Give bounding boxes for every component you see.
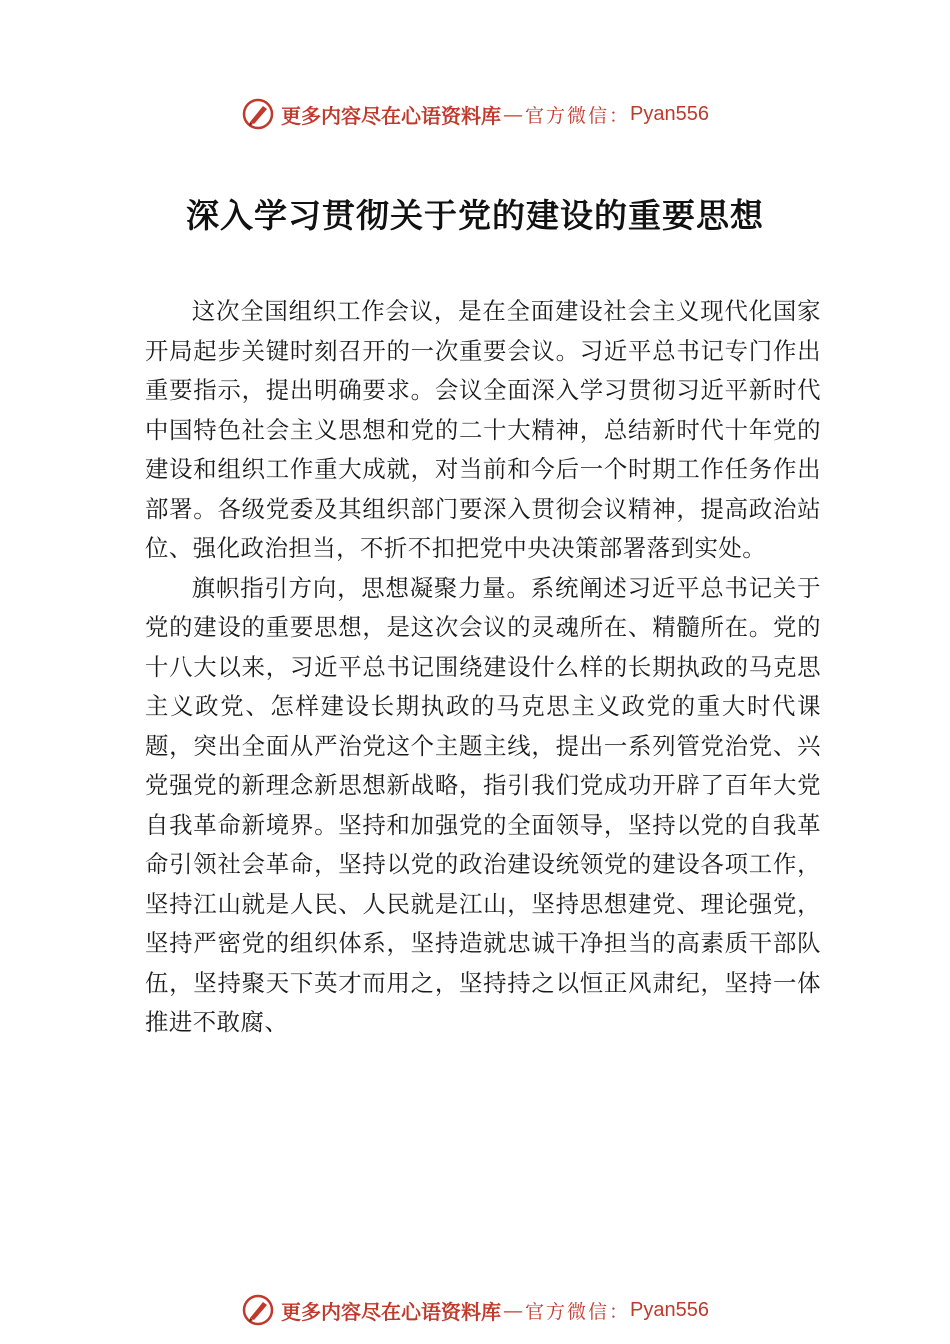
footer-banner (0, 1290, 950, 1330)
banner-library-text: 更多内容尽在心语资料库 (281, 1299, 501, 1324)
document-body (145, 292, 821, 1043)
banner-wechat-id: Pyan556 (630, 102, 709, 125)
header-banner (0, 94, 950, 134)
paragraph: 这次全国组织工作会议，是在全面建设社会主义现代化国家开局起步关键时刻召开的一次重要会议。习近平总书记专门作出重要指示，提出明确要求。会议全面深入学习贯彻习近平新时代中国特色社会主义思想和党的二十大精神，总结新时代十年党的建设和组织工作重大成就，对当前和今后一个时期工作任务作出部署。各级党委及其组织部门要深入贯彻会议精神，提高政治站位、强化政治担当，不折不扣把党中央决策部署落到实处。 (145, 297, 821, 562)
pen-logo-icon (241, 97, 275, 131)
banner-wechat-label: 官方微信： (525, 1300, 631, 1323)
pen-logo-icon (241, 1293, 275, 1327)
banner-wechat-id: Pyan556 (630, 1298, 709, 1321)
banner-wechat-label: 官方微信： (525, 104, 631, 127)
paragraph: 旗帜指引方向，思想凝聚力量。系统阐述习近平总书记关于党的建设的重要思想，是这次会议的灵魂所在、精髓所在。党的十八大以来，习近平总书记围绕建设什么样的长期执政的马克思主义政党、怎样建设长期执政的马克思主义政党的重大时代课题，突出全面从严治党这个主题主线，提出一系列管党治党、兴党强党的新理念新思想新战略，指引我们党成功开辟了百年大党自我革命新境界。坚持和加强党的全面领导，坚持以党的自我革命引领社会革命，坚持以党的政治建设统领党的建设各项工作，坚持江山就是人民、人民就是江山，坚持思想建党、理论强党，坚持严密党的组织体系，坚持造就忠诚干净担当的高素质干部队伍，坚持聚天下英才而用之，坚持持之以恒正风肃纪，坚持一体推进不敢腐、 (145, 573, 821, 1036)
banner-dash: — (503, 1298, 523, 1322)
banner-library-text: 更多内容尽在心语资料库 (281, 103, 501, 128)
banner-dash: — (503, 102, 523, 126)
document-title: 深入学习贯彻关于党的建设的重要思想 (186, 196, 764, 235)
